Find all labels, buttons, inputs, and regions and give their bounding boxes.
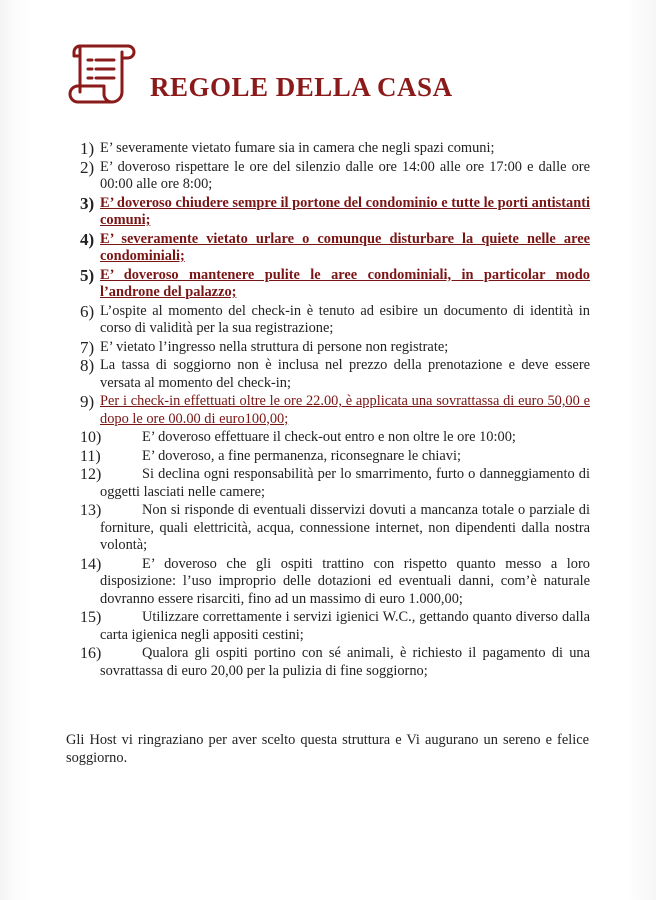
rule-text: E’ doveroso effettuare il check-out entro e non oltre le ore 10:00; (142, 429, 516, 445)
rule-number: 7) (80, 337, 95, 357)
rule-number: 5) (80, 265, 95, 285)
list-item (80, 231, 590, 266)
rule-text: E’ severamente vietato fumare sia in camera che negli spazi comuni; (100, 140, 495, 156)
rule-text: Per i check-in effettuati oltre le ore 22.00, è applicata una sovrattassa di euro 50,00 e dopo le ore 00.00 di euro100,00; (100, 393, 590, 427)
rule-number: 13) (80, 502, 102, 519)
rule-number: 11) (80, 447, 101, 465)
rule-number: 10) (80, 429, 102, 446)
list-item (80, 502, 590, 555)
rule-number: 4) (80, 229, 95, 249)
list-item (80, 159, 590, 194)
rules-list (80, 140, 590, 681)
page-title: REGOLE DELLA CASA (150, 72, 453, 102)
list-item (80, 609, 590, 644)
list-item (80, 267, 590, 302)
rule-number: 14) (80, 555, 102, 573)
rule-text: E’ doveroso chiudere sempre il portone del condominio e tutte le porti antistanti comuni; (100, 194, 590, 228)
rule-number: 16) (80, 645, 102, 662)
list-item (80, 357, 590, 392)
list-item (80, 556, 590, 609)
rule-number: 15) (80, 609, 102, 626)
header (66, 40, 586, 110)
rule-text: Qualora gli ospiti portino con sé animali, è richiesto il pagamento di una sovrattassa di euro 20,00 per la pulizia di fine soggiorno; (100, 645, 590, 679)
list-item (80, 303, 590, 338)
list-item (80, 429, 590, 447)
list-item (80, 645, 590, 680)
closing-message: Gli Host vi ringraziano per aver scelto questa struttura e Vi augurano un sereno e felice soggiorno. (66, 732, 589, 766)
rule-number: 3) (80, 193, 95, 213)
rule-number: 12) (80, 466, 102, 483)
list-item (80, 393, 590, 428)
rule-text: E’ doveroso mantenere pulite le aree condominiali, in particolar modo l’androne del palazzo; (100, 266, 590, 300)
rule-text: Utilizzare correttamente i servizi igienici W.C., gettando quanto diverso dalla carta igienica negli appositi cestini; (100, 609, 590, 643)
list-item (80, 140, 590, 158)
rule-text: E’ doveroso che gli ospiti trattino con rispetto quanto messo a loro disposizione: l’uso improprio delle dotazioni ed eventuali danni, com’è naturale dovranno essere risarciti, fino ad un massimo di euro 1.000,00; (100, 555, 590, 607)
rule-text: E’ doveroso rispettare le ore del silenzio dalle ore 14:00 alle ore 17:00 e dalle ore 00:00 alle ore 8:00; (100, 158, 590, 192)
rule-text: E’ doveroso, a fine permanenza, riconsegnare le chiavi; (142, 447, 461, 464)
rule-text: E’ severamente vietato urlare o comunque disturbare la quiete nelle aree condominiali; (100, 230, 590, 264)
rule-number: 6) (80, 301, 95, 321)
list-item (80, 195, 590, 230)
rule-number: 1) (80, 139, 95, 158)
rule-text: La tassa di soggiorno non è inclusa nel prezzo della prenotazione e deve essere versata al momento del check-in; (100, 357, 590, 391)
list-item (80, 466, 590, 501)
list-item (80, 448, 590, 466)
rule-text: Si declina ogni responsabilità per lo smarrimento, furto o danneggiamento di oggetti lasciati nelle camere; (100, 466, 590, 500)
rule-text: E’ vietato l’ingresso nella struttura di persone non registrate; (100, 338, 449, 355)
rule-text: L’ospite al momento del check-in è tenuto ad esibire un documento di identità in corso di validità per la sua registrazione; (100, 302, 590, 336)
rule-text: Non si risponde di eventuali disservizi dovuti a mancanza totale o parziale di forniture, quali elettricità, acqua, connessione internet, non dipendenti dalla nostra volontà; (100, 502, 590, 553)
list-item (80, 339, 590, 357)
rule-number: 9) (80, 392, 95, 411)
rule-number: 2) (80, 157, 95, 177)
scroll-list-icon (66, 40, 138, 108)
rule-number: 8) (80, 356, 95, 375)
